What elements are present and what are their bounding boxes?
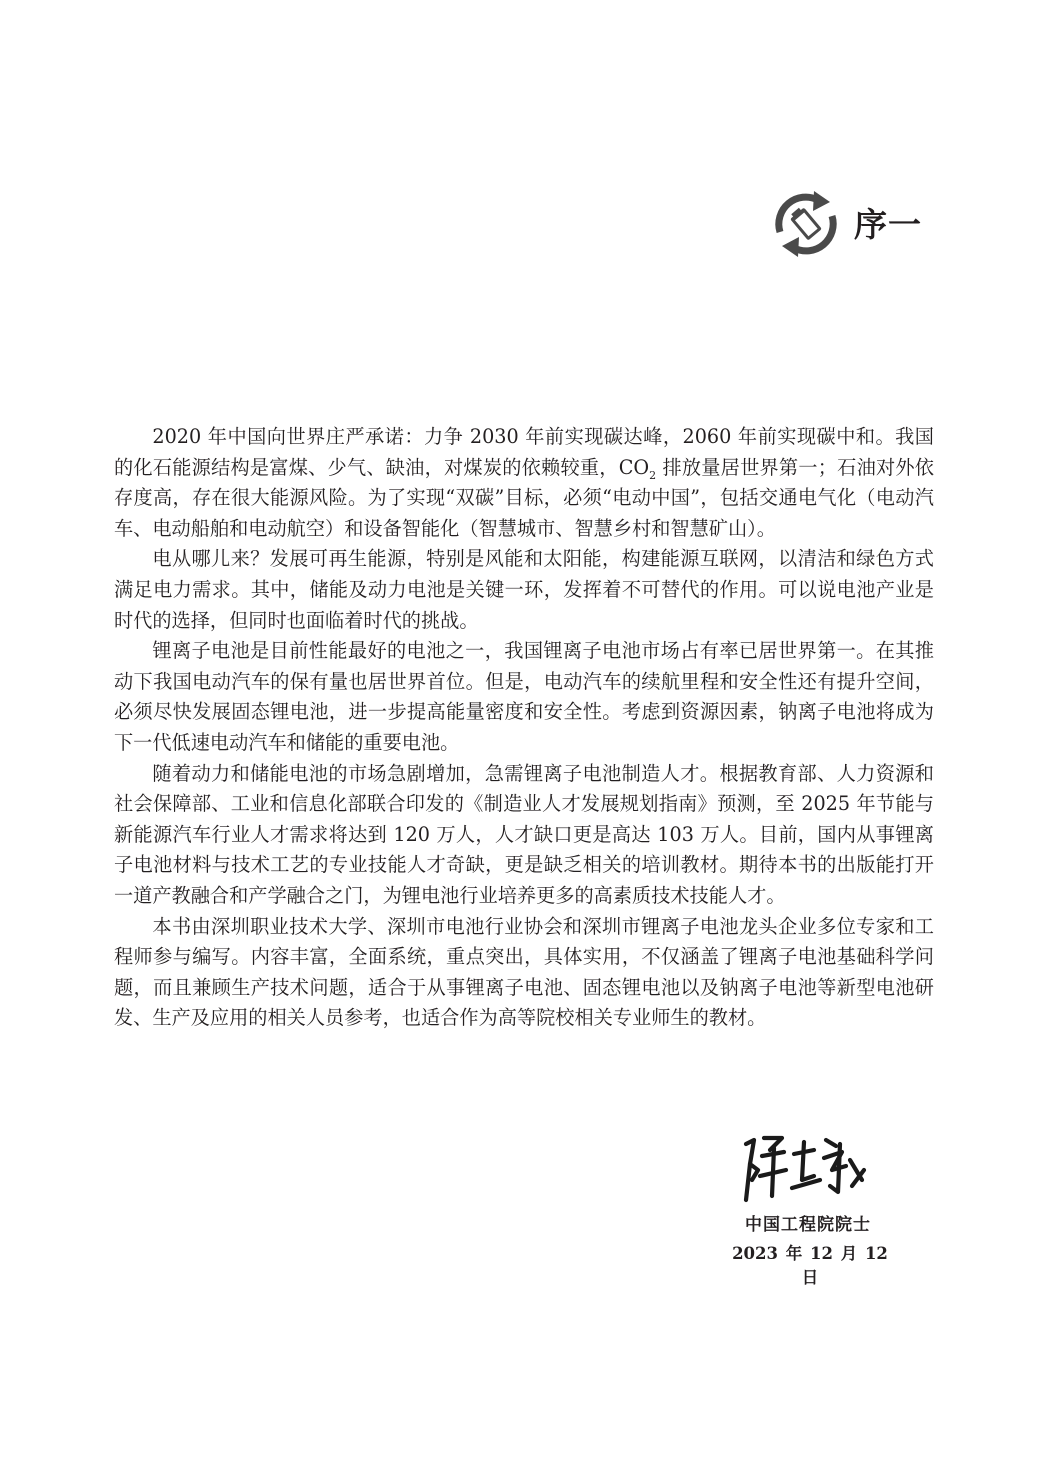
signer-title: 中国工程院院士: [745, 1215, 871, 1235]
paragraph-1: [114, 422, 934, 544]
handwritten-signature: [740, 1130, 870, 1208]
page-title: 序一: [854, 204, 922, 244]
battery-recycle-icon: [770, 188, 842, 260]
paragraph-3: 锂离子电池是目前性能最好的电池之一，我国锂离子电池市场占有率已居世界第一。在其推动下我国电动汽车的保有量也居世界首位。但是，电动汽车的续航里程和安全性还有提升空间，必须尽快发展固态锂电池，进一步提高能量密度和安全性。考虑到资源因素，钠离子电池将成为下一代低速电动汽车和储能的重要电池。: [114, 639, 934, 754]
paragraph-5: 本书由深圳职业技术大学、深圳市电池行业协会和深圳市锂离子电池龙头企业多位专家和工程师参与编写。内容丰富，全面系统，重点突出，具体实用，不仅涵盖了锂离子电池基础科学问题，而且兼顾生产技术问题，适合于从事锂离子电池、固态锂电池以及钠离子电池等新型电池研发、生产及应用的相关人员参考，也适合作为高等院校相关专业师生的教材。: [114, 914, 934, 1030]
signature-date: 2023 年 12 月 12 日: [732, 1244, 888, 1287]
paragraph-1-text: 2020 年中国向世界庄严承诺：力争 2030 年前实现碳达峰，2060 年前实现碳中和。我国的化石能源结构是富煤、少气、缺油，对煤炭的依赖较重，CO: [114, 425, 934, 479]
paragraph-4: 随着动力和储能电池的市场急剧增加，急需锂离子电池制造人才。根据教育部、人力资源和社会保障部、工业和信息化部联合印发的《制造业人才发展规划指南》预测，至 2025 年节能与新能源汽车行业人才需求将达到 120 万人，人才缺口更是高达 103 万人。目前，国内从事锂离子电池材料与技术工艺的专业技能人才奇缺，更是缺乏相关的培训教材。期待本书的出版能打开一道产教融合和产学融合之门，为锂电池行业培养更多的高素质技术技能人才。: [114, 761, 934, 907]
section-heading: [770, 188, 922, 260]
paragraph-1-text-continued: 排放量居世界第一；石油对外依存度高，存在很大能源风险。为了实现“双碳”目标，必须“电动中国”，包括交通电气化（电动汽车、电动船舶和电动航空）和设备智能化（智慧城市、智慧乡村和智慧矿山）。: [114, 455, 934, 540]
preface-body: [114, 422, 934, 1034]
co2-subscript: 2: [649, 468, 657, 482]
paragraph-2: 电从哪儿来？发展可再生能源，特别是风能和太阳能，构建能源互联网，以清洁和绿色方式满足电力需求。其中，储能及动力电池是关键一环，发挥着不可替代的作用。可以说电池产业是时代的选择，但同时也面临着时代的挑战。: [114, 547, 934, 632]
